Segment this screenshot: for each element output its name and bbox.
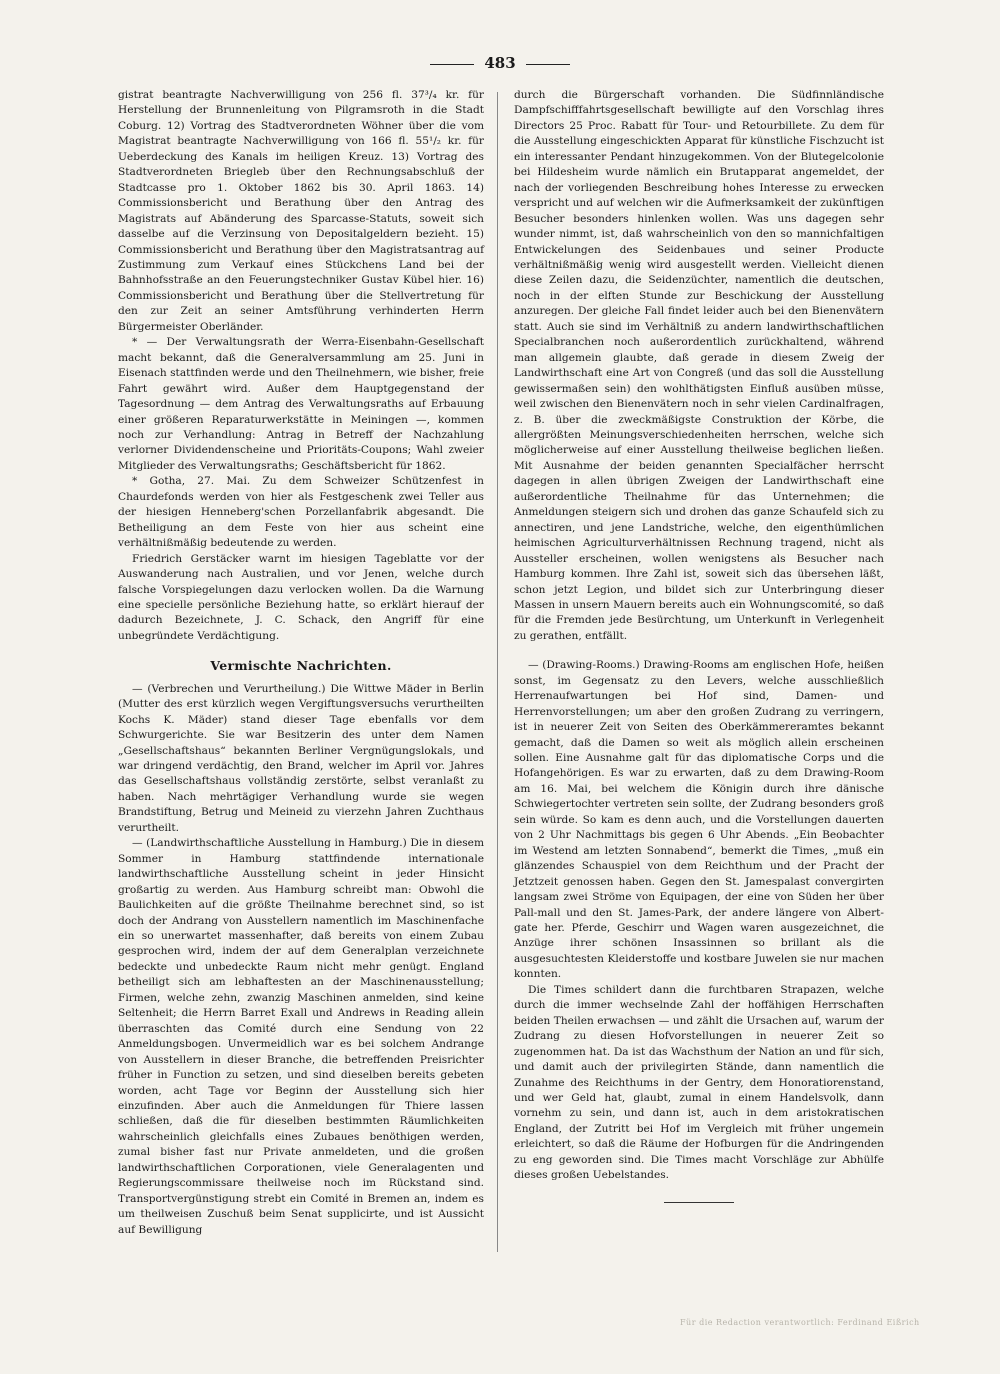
article-paragraph: * Gotha, 27. Mai. Zu dem Schweizer Schützenfest in Chaurdefonds werden von hier als Festgeschenk zwei Teller aus der hiesigen Henneberg'schen Porzellanfabrik abgesandt. Die Betheiligung an dem Feste von hier aus scheint eine verhältnißmäßig bedeutende zu werden. — [118, 475, 484, 550]
right-column — [514, 88, 884, 1203]
page-number — [0, 54, 1000, 72]
page-number-text: 483 — [484, 54, 516, 72]
article-paragraph: gistrat beantragte Nachverwilligung von 256 fl. 37³/₄ kr. für Herstellung der Brunnenleitung von Pilgramsroth in die Stadt Coburg. 12) Vortrag des Stadtverordneten Wöhner über die vom Magistrat beantragte Nachverwilligung von 166 fl. 55¹/₂ kr. für Ueberdeckung des Kanals im heiligen Kreuz. 13) Vortrag des Stadtverordneten Briegleb über den Rechnungsabschluß der Stadtcasse pro 1. Oktober 1862 bis 30. April 1863. 14) Commissionsbericht und Berathung über den Antrag des Magistrats auf Abänderung des Sparcasse-Statuts, soweit sich dasselbe auf die Verzinsung von Depositalgeldern bezieht. 15) Commissionsbericht und Berathung über den Magistratsantrag auf Zustimmung zum Verkauf eines Stückchens Land bei der Bahnhofsstraße an den Feuerungstechniker Gustav Kübel hier. 16) Commissionsbericht und Berathung über die Stellvertretung für den zur Zeit an seiner Amtsführung verhinderten Herrn Bürgermeister Oberländer. — [118, 89, 484, 333]
page-number-right-rule — [526, 64, 570, 65]
article-paragraph: — (Drawing-Rooms.) Drawing-Rooms am englischen Hofe, heißen sonst, im Gegensatz zu den Levers, welche ausschließlich Herrenaufwartungen bei Hof sind, Damen- und Herrenvorstellungen; um aber den großen Zudrang zu verringern, ist in neuerer Zeit von Seiten des Oberkämmereramtes bekannt gemacht, daß die Damen so weit als möglich allein erscheinen sollen. Eine Ausnahme galt für das diplomatische Corps und die Hofangehörigen. Es war zu erwarten, daß zu dem Drawing-Room am 16. Mai, bei welchem die Königin durch ihre dänische Schwiegertochter vertreten sein sollte, der Zudrang besonders groß sein würde. So kam es denn auch, und die Vorstellungen dauerten von 2 Uhr Nachmittags bis gegen 6 Uhr Abends. „Ein Beobachter im Westend am letzten Sonnabend“, bemerkt die Times, „muß ein glänzendes Schauspiel von dem Reichthum und der Pracht der Jetztzeit genossen haben. Gegen den St. Jamespalast convergirten langsam zwei Ströme von Equipagen, der eine von Süden her über Pall-mall und den St. James-Park, der andere längere von Albert-gate her. Pferde, Geschirr und Wagen waren ausgezeichnet, die Anzüge ihrer schönen Insassinnen so brillant als die ausgesuchtesten Kleiderstoffe und kostbare Juwelen sie nur machen konnten. — [514, 659, 884, 981]
article-paragraph: — (Landwirthschaftliche Ausstellung in Hamburg.) Die in diesem Sommer in Hamburg stattfindende internationale landwirthschaftliche Ausstellung scheint in jeder Hinsicht großartig zu werden. Aus Hamburg schreibt man: Obwohl die Baulichkeiten auf die größte Theilnahme berechnet sind, so ist doch der Andrang von Ausstellern namentlich im Maschinenfache ein so unerwartet massenhafter, daß bereits von einem Zubau gesprochen wird, indem der auf dem Generalplan verzeichnete bedeckte und unbedeckte Raum nicht mehr genügt. England betheiligt sich am lebhaftesten an der Maschinenausstellung; Firmen, welche zehn, zwanzig Maschinen anmelden, sind keine Seltenheit; die Herrn Barret Exall und Andrews in Reading allein überraschten das Comité durch eine Sendung von 22 Anmeldungsbogen. Unvermeidlich war es bei solchem Andrange von Ausstellern in dieser Branche, die betreffenden Preisrichter früher in Function zu setzen, und sind dieselben bereits gebeten worden, acht Tage vor Beginn der Ausstellung sich hier einzufinden. Aber auch die Anmeldungen für Thiere lassen schließen, daß die für dieselben bestimmten Räumlichkeiten wahrscheinlich gleichfalls eines Zubaues benöthigen werden, zumal bisher fast nur Private anmeldeten, und die großen landwirthschaftlichen Corporationen, viele Generalagenten und Regierungscommissare theilweise noch im Rückstand sind. Transportvergünstigung strebt ein Comité in Bremen an, indem es um theilweisen Zuschuß beim Senat supplicirte, und ist Aussicht auf Bewilligung — [118, 837, 484, 1236]
end-rule — [664, 1202, 734, 1203]
article-paragraph: Friedrich Gerstäcker warnt im hiesigen Tageblatte vor der Auswanderung nach Australien, und vor Jenen, welche durch falsche Vorspiegelungen dazu verlocken wollen. Da die Warnung eine specielle persönliche Beziehung hatte, so erklärt hierauf der dadurch Bezeichnete, J. C. Schack, den Angriff für eine unbegründete Verdächtigung. — [118, 552, 484, 642]
left-column — [118, 88, 484, 1238]
article-paragraph: * — Der Verwaltungsrath der Werra-Eisenbahn-Gesellschaft macht bekannt, daß die Generalversammlung am 25. Juni in Eisenach stattfinden werde und den Theilnehmern, wie bisher, freie Fahrt gewährt wird. Außer dem Hauptgegenstand der Tagesordnung — dem Antrag des Verwaltungsraths auf Erbauung einer größeren Reparaturwerkstätte in Meiningen —, kommen noch zur Verhandlung: Antrag in Betreff der Nachzahlung verlorner Dividendenscheine und Prioritäts-Coupons; Wahl zweier Mitglieder des Verwaltungsraths; Geschäftsbericht für 1862. — [118, 336, 484, 472]
page-number-left-rule — [430, 64, 474, 65]
article-paragraph: — (Verbrechen und Verurtheilung.) Die Wittwe Mäder in Berlin (Mutter des erst kürzlich wegen Vergiftungsversuchs verurtheilten Kochs K. Mäder) stand dieser Tage ebenfalls vor dem Schwurgerichte. Sie war Besitzerin des unter dem Namen „Gesellschaftshaus“ bekannten Berliner Vergnügungslokals, und war dringend verdächtig, den Brand, welcher im April vor. Jahres das Gesellschaftshaus vollständig zerstörte, selbst veranlaßt zu haben. Nach mehrtägiger Verhandlung wurde sie wegen Brandstiftung, Betrug und Meineid zu vierzehn Jahren Zuchthaus verurtheilt. — [118, 682, 484, 834]
column-divider — [497, 92, 498, 1252]
article-paragraph: Die Times schildert dann die furchtbaren Strapazen, welche durch die immer wechselnde Zahl der hoffähigen Herrschaften beiden Theilen erwachsen — und zählt die Ursachen auf, warum der Zudrang zu diesen Hofvorstellungen in neuerer Zeit so zugenommen hat. Da ist das Wachsthum der Nation an und für sich, und damit auch der privilegirten Stände, dann namentlich die Zunahme des Reichthums in der Gentry, dem Honoratiorenstand, und wer Geld hat, glaubt, zumal in einem Handelsvolk, dann vornehm zu sein, und dann ist, auch in dem aristokratischen England, der Zutritt bei Hof im Vergleich mit früher ungemein erleichtert, so daß die Räume der Hofburgen für die Andringenden zu eng geworden sind. Die Times macht Vorschläge zur Abhülfe dieses großen Uebelstandes. — [514, 983, 884, 1182]
article-paragraph: durch die Bürgerschaft vorhanden. Die Südfinnländische Dampfschifffahrtsgesellschaft bewilligte auf den Vorschlag ihres Directors 25 Proc. Rabatt für Tour- und Retourbillete. Zu dem für die Ausstellung eingeschickten Apparat für künstliche Fischzucht ist ein interessanter Pendant hinzugekommen. Von der Blutegelcolonie bei Hildesheim wurde nämlich ein Brutapparat angemeldet, der nach der vorliegenden Beschreibung hohes Interesse zu erwecken verspricht und auf welchen wir die Aufmerksamkeit der zukünftigen Besucher besonders hinlenken wollen. Was uns dagegen sehr wunder nimmt, ist, daß wahrscheinlich von den so mannichfaltigen Entwickelungen des Seidenbaues und seiner Producte verhältnißmäßig wenig wird ausgestellt werden. Vielleicht dienen diese Zeilen dazu, die Seidenzüchter, namentlich die deutschen, noch in der elften Stunde zur Beschickung der Ausstellung anzuregen. Der gleiche Fall findet leider auch bei den Bienenvätern statt. Auch sie sind im Verhältniß zu andern landwirthschaftlichen Specialbranchen noch außerordentlich zurückhaltend, während man allgemein glaubte, daß gerade in diesem Zweig der Landwirthschaft eine Art von Congreß (und das soll die Ausstellung gewissermaßen sein) den wohlthätigsten Einfluß ausüben müsse, weil zwischen den Bienenvätern noch in sehr vielen Cardinalfragen, z. B. über die zweckmäßigste Construktion der Körbe, die allergrößten Meinungsverschiedenheiten herrschen, welche sich möglicherweise auf einer Ausstellung theilweise beglichen ließen. Mit Ausnahme der beiden genannten Specialfächer herrscht dagegen in allen übrigen Zweigen der Landwirthschaft eine außerordentliche Theilnahme für das Unternehmen; die Anmeldungen steigern sich und drohen das ganze Schaufeld sich zu annectiren, und jene Landstriche, welche, den eigenthümlichen heimischen Agriculturverhältnissen Rechnung tragend, nicht als Aussteller erscheinen, wollen wenigstens als Besucher nach Hamburg kommen. Ihre Zahl ist, soweit sich das übersehen läßt, schon jetzt Legion, und bildet sich zur Unterbringung dieser Massen in unsern Mauern bereits auch ein Wohnungscomité, so daß für die Fremden jede Besürchtung, um Unterkunft in Verlegenheit zu gerathen, entfällt. — [514, 89, 884, 642]
bleed-through-text: Für die Redaction verantwortlich: Ferdinand Eißrich — [680, 1318, 920, 1327]
section-title: Vermischte Nachrichten. — [210, 658, 392, 674]
